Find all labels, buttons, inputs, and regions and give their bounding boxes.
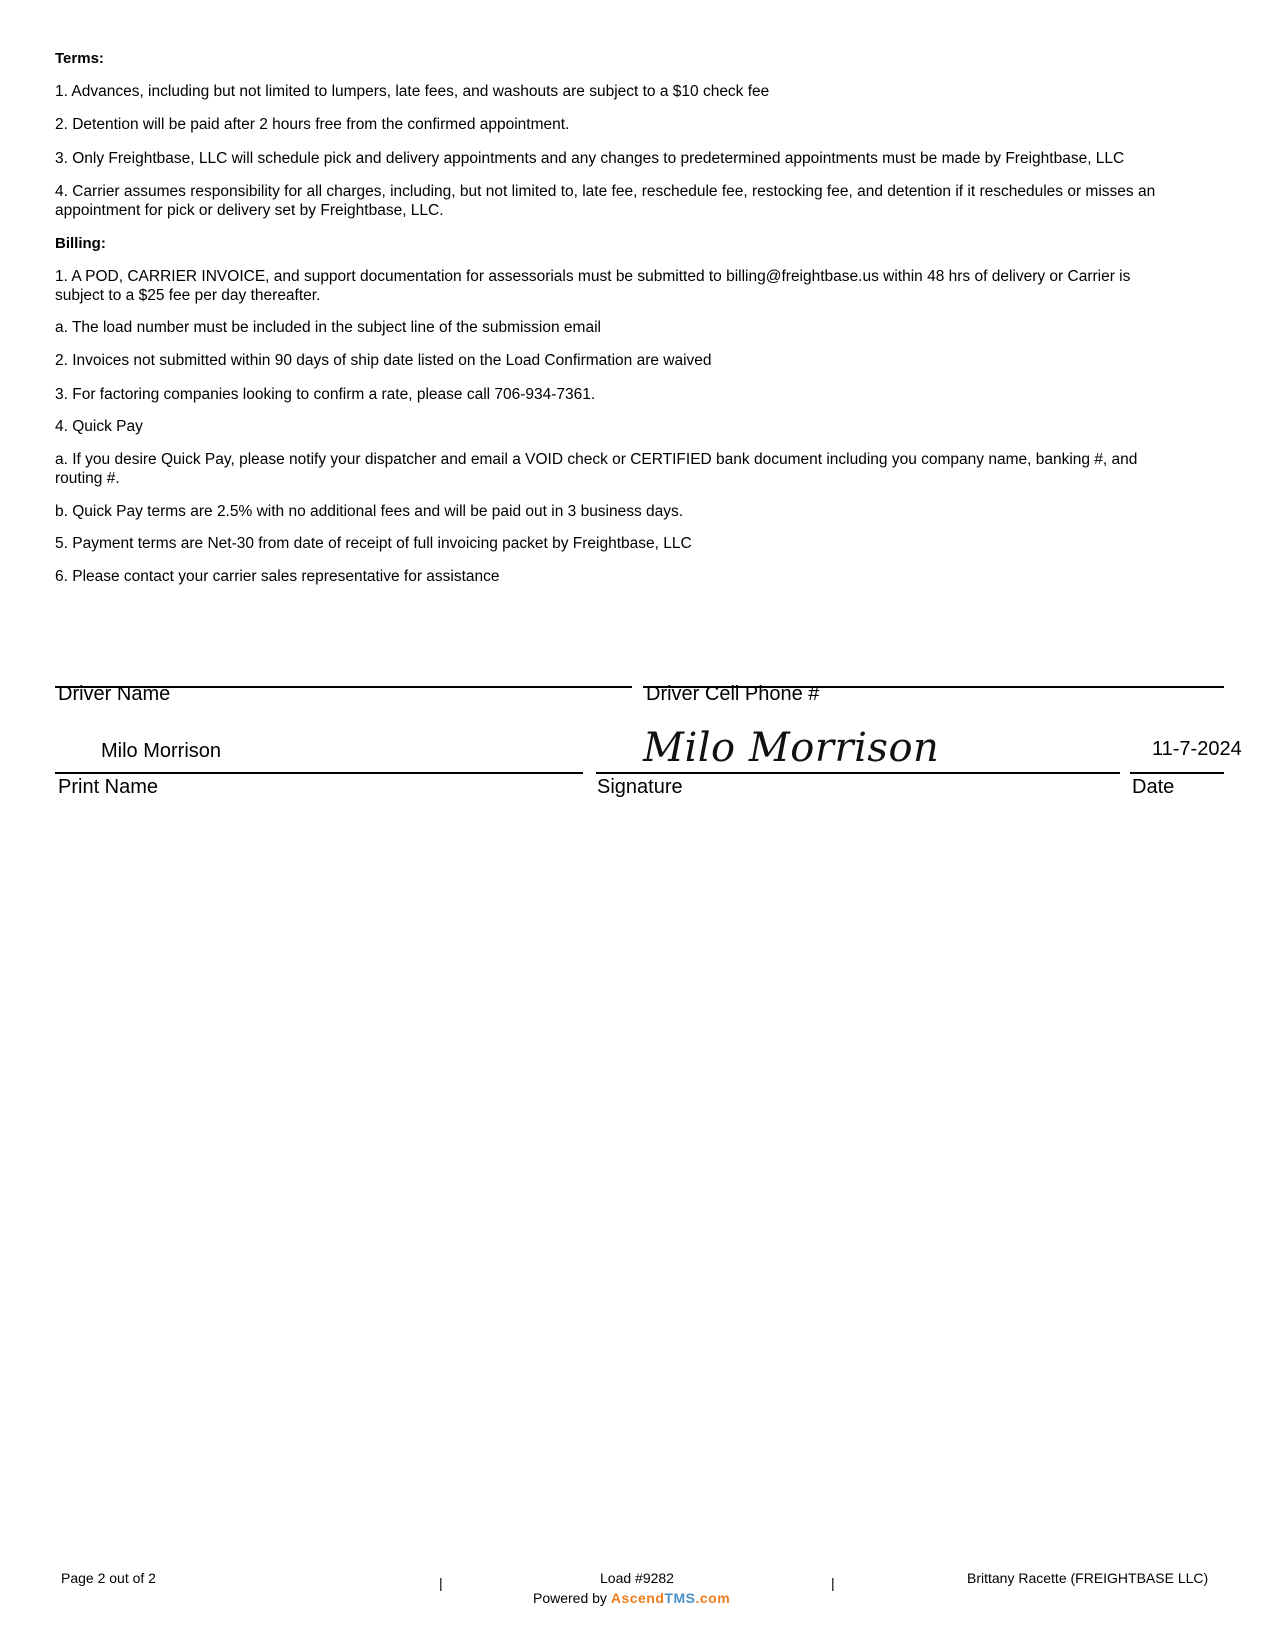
- driver-phone-label: Driver Cell Phone #: [646, 683, 820, 705]
- signature-label: Signature: [597, 776, 683, 798]
- date-line: [1130, 772, 1224, 774]
- terms-item-1: 1. Advances, including but not limited to lumpers, late fees, and washouts are subject to a $10 check fee: [55, 83, 770, 100]
- billing-item-3: 3. For factoring companies looking to confirm a rate, please call 706-934-7361.: [55, 386, 596, 403]
- billing-item-1: 1. A POD, CARRIER INVOICE, and support documentation for assessorials must be submitted to billing@freightbase.us within 48 hrs of delivery or Carrier is subject to a $25 fee per day thereafter.: [55, 268, 1131, 304]
- terms-item-4: 4. Carrier assumes responsibility for all charges, including, but not limited to, late fee, reschedule fee, restocking fee, and detention if it reschedules or misses an appointment for pick or delivery set by Freightbase, LLC.: [55, 183, 1156, 219]
- footer-separator-right: |: [831, 1575, 835, 1591]
- footer-issuer: Brittany Racette (FREIGHTBASE LLC): [967, 1570, 1209, 1586]
- footer-page-number: Page 2 out of 2: [61, 1570, 156, 1586]
- signature-value: Milo Morrison: [643, 725, 940, 771]
- print-name-label: Print Name: [58, 776, 159, 798]
- brand-ascend: Ascend: [610, 1590, 665, 1606]
- billing-item-4a: a. If you desire Quick Pay, please notify your dispatcher and email a VOID check or CERTIFIED bank document including you company name, banking #, and routing #.: [55, 451, 1138, 487]
- billing-heading: Billing:: [55, 235, 106, 252]
- date-value: 11-7-2024: [1152, 738, 1242, 760]
- brand-com: .com: [695, 1590, 731, 1606]
- print-name-value: Milo Morrison: [101, 740, 222, 762]
- terms-billing-section: [55, 49, 1215, 586]
- powered-by-text: Powered by: [533, 1590, 607, 1606]
- terms-heading: Terms:: [55, 50, 104, 67]
- print-name-line: [55, 772, 583, 774]
- terms-item-3: 3. Only Freightbase, LLC will schedule pick and delivery appointments and any changes to predetermined appointments must be made by Freightbase, LLC: [55, 150, 1125, 167]
- signature-line: [596, 772, 1120, 774]
- billing-item-1a: a. The load number must be included in the subject line of the submission email: [55, 319, 601, 336]
- footer-load-number: Load #9282: [600, 1570, 674, 1586]
- terms-item-2: 2. Detention will be paid after 2 hours free from the confirmed appointment.: [55, 116, 570, 133]
- billing-item-5: 5. Payment terms are Net-30 from date of receipt of full invoicing packet by Freightbase, LLC: [55, 535, 692, 552]
- billing-item-2: 2. Invoices not submitted within 90 days of ship date listed on the Load Confirmation are waived: [55, 352, 712, 369]
- billing-item-6: 6. Please contact your carrier sales representative for assistance: [55, 568, 500, 585]
- billing-item-4: 4. Quick Pay: [55, 418, 143, 435]
- brand-tms: TMS: [664, 1590, 696, 1606]
- date-label: Date: [1132, 776, 1175, 798]
- driver-name-label: Driver Name: [58, 683, 171, 705]
- footer-powered-by: [533, 1589, 730, 1607]
- billing-item-4b: b. Quick Pay terms are 2.5% with no additional fees and will be paid out in 3 business days.: [55, 503, 684, 520]
- footer-separator-left: |: [439, 1575, 443, 1591]
